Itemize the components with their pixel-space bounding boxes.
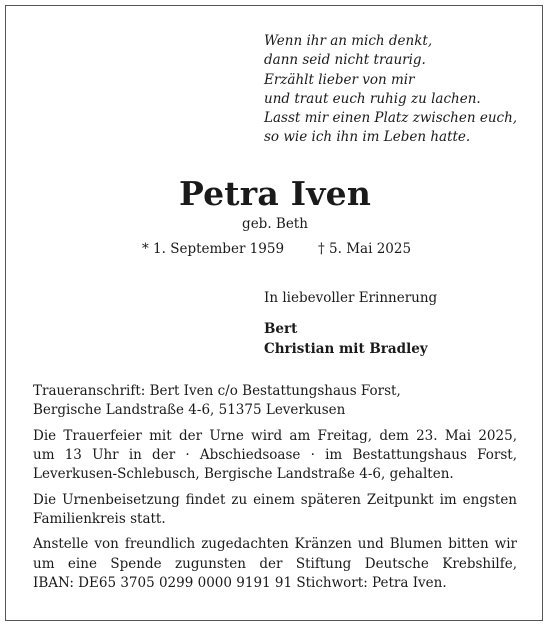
notice-line: Bergische Landstraße 4-6, 51375 Leverkusen [33, 402, 346, 419]
poem-line: so wie ich ihn im Leben hatte. [264, 129, 471, 146]
poem-line: dann seid nicht traurig. [264, 52, 426, 69]
ceremony-info [33, 427, 517, 485]
signer-name: Bert [264, 321, 298, 337]
poem-line: Lasst mir einen Platz zwischen euch, [264, 110, 518, 127]
burial-info [33, 491, 517, 529]
notice-line: Die Urnenbeisetzung findet zu einem späteren Zeitpunkt im engsten [33, 491, 517, 508]
poem-line: und traut euch ruhig zu lachen. [264, 90, 481, 107]
maiden-name: geb. Beth [242, 216, 308, 232]
notice-line: Traueranschrift: Bert Iven c/o Bestattungshaus Forst, [33, 383, 401, 399]
notice-line: IBAN: DE65 3705 0299 0000 9191 91 Stichwort: Petra Iven. [33, 574, 447, 591]
notice-line: Leverkusen-Schlebusch, Bergische Landstraße 4-6, gehalten. [33, 466, 454, 483]
birth-date: * 1. September 1959 [142, 241, 285, 257]
mourning-address [33, 382, 517, 420]
donation-info [33, 535, 517, 593]
memorial-poem [264, 32, 544, 148]
notice-line: Familienkreis statt. [33, 510, 166, 527]
notice-line: Die Trauerfeier mit der Urne wird am Freitag, dem 23. Mai 2025, [33, 427, 517, 444]
signer-name: Christian mit Bradley [264, 341, 428, 357]
deceased-name: Petra Iven [178, 174, 372, 213]
signers-list [264, 319, 428, 359]
poem-line: Wenn ihr an mich denkt, [264, 33, 433, 49]
notice-line: um 13 Uhr in der · Abschiedsoase · im Bestattungshaus Forst, [33, 446, 517, 463]
poem-line: Erzählt lieber von mir [264, 71, 415, 88]
remembrance-phrase: In liebevoller Erinnerung [264, 290, 438, 306]
notice-line: um eine Spende zugunsten der Stiftung Deutsche Krebshilfe, [33, 555, 517, 572]
notice-line: Anstelle von freundlich zugedachten Kränzen und Blumen bitten wir [33, 536, 517, 553]
funeral-notice [33, 382, 517, 599]
death-date: † 5. Mai 2025 [318, 241, 412, 257]
